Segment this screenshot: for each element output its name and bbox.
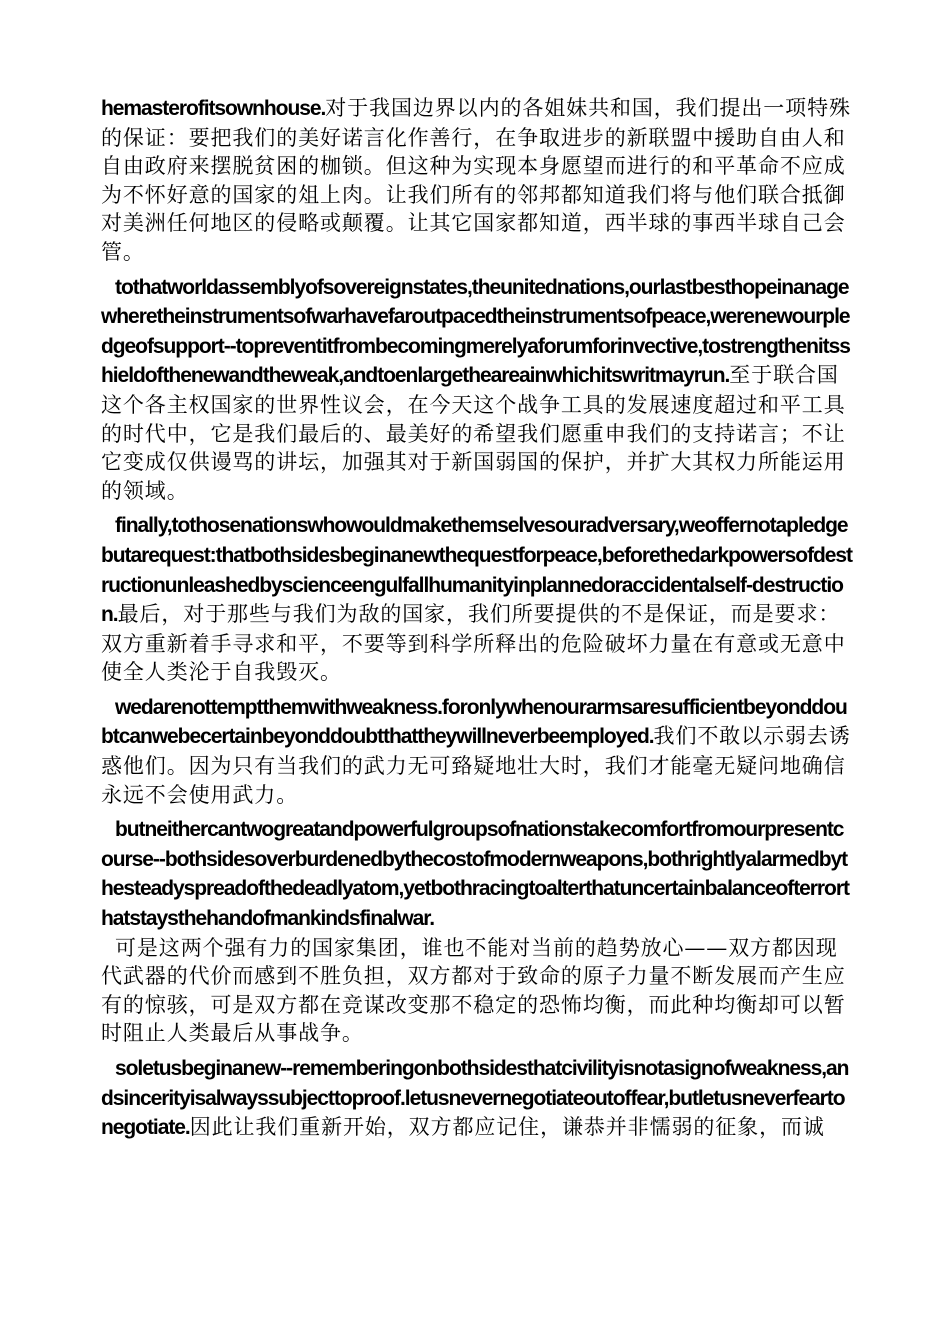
english-text: tothatworldassemblyofsovereignstates,theunitednations,ourlastbesthopeinanagewheretheinstrumentsofwarhavefaroutpacedtheinstrumentsofpeace,werenewourpledgeofsupport--topreventitfrombecomingmerelyaforumforinvective,tostrengthenitsshieldofthenewandtheweak,andtoenlargetheareainwhichitswritmayrun. [101, 275, 850, 388]
paragraph-5 [101, 815, 853, 1048]
paragraph-3 [101, 511, 853, 687]
paragraph-1 [101, 94, 853, 267]
document-page [101, 94, 853, 1149]
paragraph-2 [101, 273, 853, 506]
chinese-text: 对于我国边界以内的各姐妹共和国，我们提出一项特殊的保证：要把我们的美好诺言化作善行，在争取进步的新联盟中援助自由人和自由政府来摆脱贫困的枷锁。但这种为实现本身愿望而进行的和平革命不应成为不怀好意的国家的俎上肉。让我们所有的邻邦都知道我们将与他们联合抵御对美洲任何地区的侵略或颠覆。让其它国家都知道，西半球的事西半球自己会管。 [101, 96, 851, 264]
english-text: hemasterofitsownhouse. [101, 97, 326, 120]
paragraph-6 [101, 1054, 853, 1143]
chinese-text: 我们不敢以示弱去诱惑他们。因为只有当我们的武力无可臵疑地壮大时，我们才能毫无疑问地确信永远不会使用武力。 [101, 724, 851, 807]
english-text: soletusbeginanew--rememberingonbothsidesthatcivilityisnotasignofweakness,andsincerityisalwayssubjecttoproof.letusnevernegotiateoutoffear,butletusneverfeartonegotiate. [101, 1057, 849, 1140]
paragraph-4 [101, 693, 853, 809]
english-text: wedarenottemptthemwithweakness.foronlywhenourarmsaresufficientbeyonddoubtcanwebecertainbeyonddoubtthattheywillneverbeemployed. [101, 695, 847, 749]
chinese-text: 因此让我们重新开始，双方都应记住，谦恭并非懦弱的征象，而诚 [189, 1115, 825, 1140]
english-text: butneithercantwogreatandpowerfulgroupsofnationstakecomfortfromourpresentcourse--bothsidesoverburdenedbythecostofmodernweapons,bothrightlyalarmedbythesteadyspreadofthedeadlyatom,yetbothracingtoalterthatuncertainbalanceofterrorthatstaysthehandofmankindsfinalwar. [101, 818, 849, 931]
chinese-text: 至于联合国这个各主权国家的世界性议会，在今天这个战争工具的发展速度超过和平工具的时代中，它是我们最后的、最美好的希望我们愿重申我们的支持诺言；不让它变成仅供谩骂的讲坛，加强其对于新国弱国的保护，并扩大其权力所能运用的领域。 [101, 363, 846, 503]
chinese-text: 可是这两个强有力的国家集团，谁也不能对当前的趋势放心——双方都因现代武器的代价而感到不胜负担，双方都对于致命的原子力量不断发展而产生应有的惊骇，可是双方都在竞谋改变那不稳定的恐怖均衡，而此种均衡却可以暂时阻止人类最后从事战争。 [101, 935, 846, 1046]
english-text: finally,tothosenationswhowouldmakethemselvesouradversary,weoffernotapledgebutarequest:thatbothsidesbeginanewthequestforpeace,beforethedarkpowersofdestructionunleashedbyscienceengulfallhumanityinplannedoraccidentalself-destruction. [101, 514, 853, 627]
chinese-text: 最后，对于那些与我们为敌的国家，我们所要提供的不是保证，而是要求：双方重新着手寻求和平，不要等到科学所释出的危险破坏力量在有意或无意中使全人类沦于自我毁灭。 [101, 602, 846, 685]
